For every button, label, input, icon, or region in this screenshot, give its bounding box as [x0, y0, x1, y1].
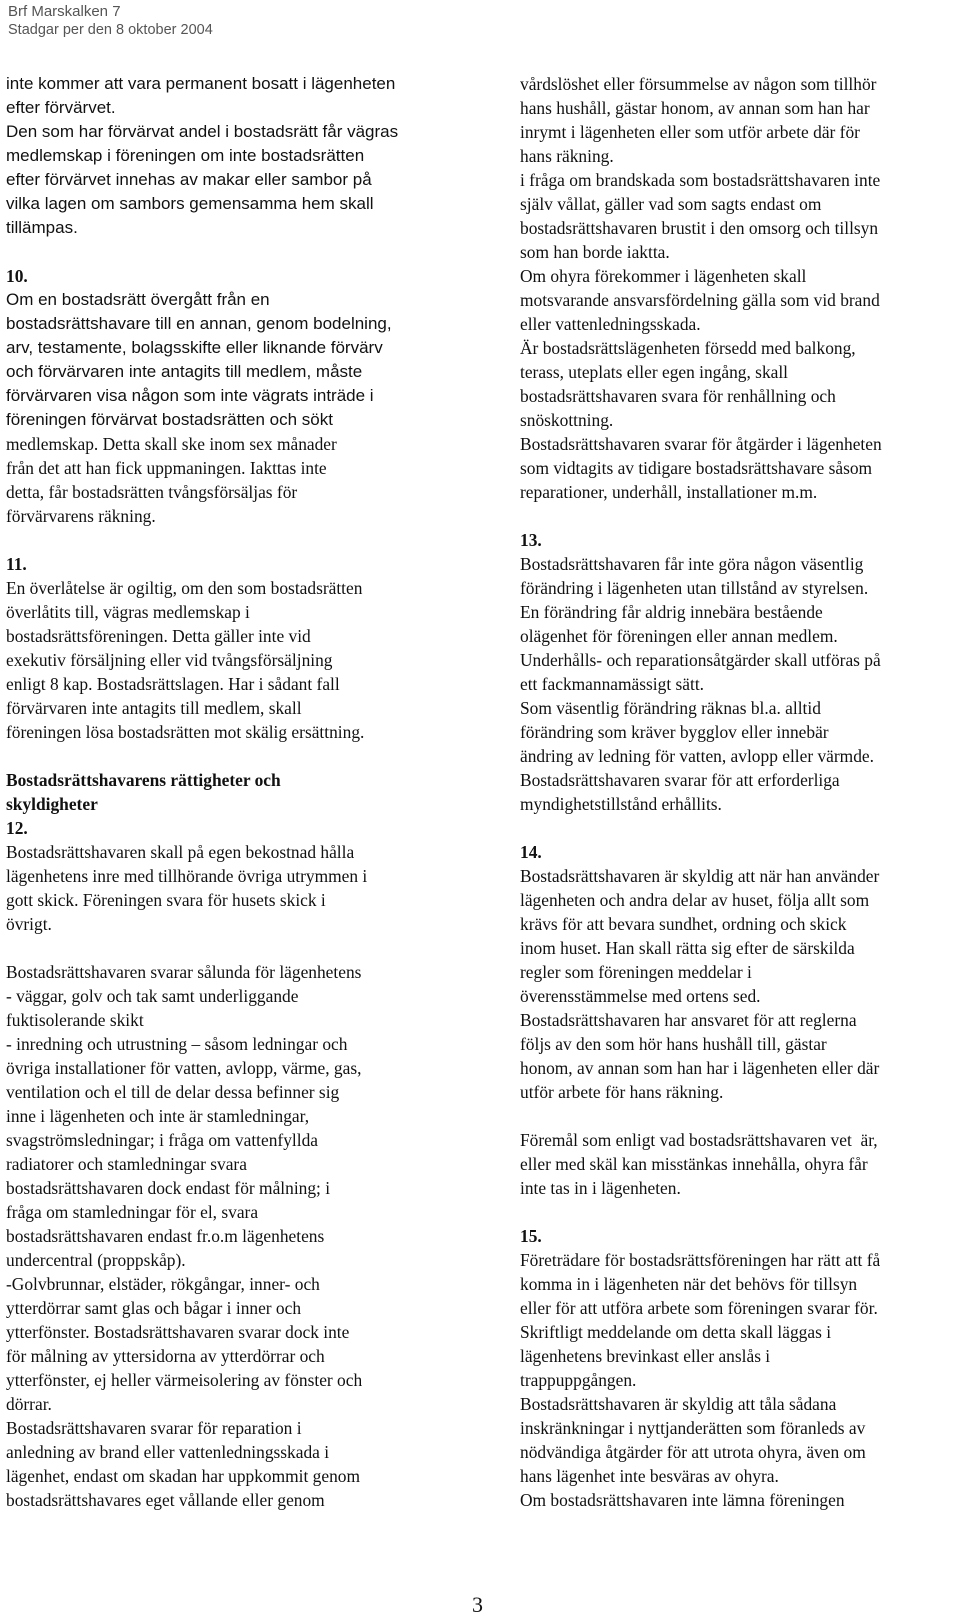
text-line: hans hushåll, gästar honom, av annan som han har: [520, 98, 870, 118]
spacer: [6, 936, 446, 960]
text-line: medlemskap. Detta skall ske inom sex månader: [6, 434, 337, 454]
spacer: [6, 744, 446, 768]
section-10-heading: 10.: [6, 266, 28, 286]
page-header: [8, 2, 213, 40]
section-10-paragraph-sans: [6, 288, 446, 432]
text-line: Bostadsrättshavaren har ansvaret för att reglerna: [520, 1010, 857, 1030]
text-line: nödvändiga åtgärder för att utrota ohyra, även om: [520, 1442, 866, 1462]
text-line: övrigt.: [6, 914, 52, 934]
text-line: vårdslöshet eller försummelse av någon som tillhör: [520, 74, 877, 94]
chapter-heading: [6, 768, 446, 816]
page-number: 3: [472, 1592, 483, 1617]
section-14-continued: [520, 1128, 950, 1200]
section-12-heading: 12.: [6, 818, 28, 838]
text-line: och förvärvaren inte antagits till medlem, måste: [6, 362, 363, 381]
text-line: förändring i lägenheten utan tillstånd av styrelsen.: [520, 578, 869, 598]
text-line: Som väsentlig förändring räknas bl.a. alltid: [520, 698, 821, 718]
text-line: förvärvaren visa någon som inte vägrats inträde i: [6, 386, 374, 405]
text-line: eller vattenledningsskada.: [520, 314, 701, 334]
section-11-heading: 11.: [6, 554, 27, 574]
section-14-paragraph: [520, 864, 950, 1104]
text-line: dörrar.: [6, 1394, 52, 1414]
spacer: [520, 816, 950, 840]
text-line: anledning av brand eller vattenledningsskada i: [6, 1442, 330, 1462]
text-line: ytterfönster. Bostadsrättshavaren svarar dock inte: [6, 1322, 350, 1342]
text-line: föreningen förvärvat bostadsrätten och sökt: [6, 410, 333, 429]
text-line: trappuppgången.: [520, 1370, 637, 1390]
text-line: följs av den som hör hans hushåll till, gästar: [520, 1034, 827, 1054]
text-line: inte tas in i lägenheten.: [520, 1178, 681, 1198]
text-line: Den som har förvärvat andel i bostadsrätt får vägras: [6, 122, 399, 141]
section-15-paragraph: [520, 1248, 950, 1512]
section-14-heading: 14.: [520, 842, 542, 862]
document-title: Brf Marskalken 7: [8, 3, 121, 20]
text-line: Bostadsrättshavaren är skyldig att tåla sådana: [520, 1394, 837, 1414]
text-line: snöskottning.: [520, 410, 614, 430]
text-line: bostadsrättshavaren brustit i den omsorg och tillsyn: [520, 218, 879, 238]
text-line: arv, testamente, bolagsskifte eller liknande förvärv: [6, 338, 383, 357]
text-line: Skriftligt meddelande om detta skall läggas i: [520, 1322, 832, 1342]
text-line: Bostadsrättshavaren skall på egen bekostnad hålla: [6, 842, 355, 862]
text-line: reparationer, underhåll, installationer m.m.: [520, 482, 818, 502]
text-line: efter förvärvet innehas av makar eller sambor på: [6, 170, 372, 189]
text-line: gott skick. Föreningen svara för husets skick i: [6, 890, 326, 910]
text-line: överlåtits till, vägras medlemskap i: [6, 602, 250, 622]
text-line: Bostadsrättshavaren svarar för åtgärder i lägenheten: [520, 434, 882, 454]
text-line: i fråga om brandskada som bostadsrättshavaren inte: [520, 170, 881, 190]
text-line: Företrädare för bostadsrättsföreningen har rätt att få: [520, 1250, 881, 1270]
text-line: Bostadsrättshavarens rättigheter och: [6, 770, 281, 790]
text-line: lägenhet, endast om skadan har uppkommit genom: [6, 1466, 361, 1486]
text-line: - inredning och utrustning – såsom ledningar och: [6, 1034, 348, 1054]
text-line: radiatorer och stamledningar svara: [6, 1154, 247, 1174]
text-line: fuktisolerande skikt: [6, 1010, 144, 1030]
text-line: tillämpas.: [6, 218, 78, 237]
section-13-paragraph: [520, 552, 950, 816]
spacer: [6, 528, 446, 552]
section-15-heading: 15.: [520, 1226, 542, 1246]
text-line: bostadsrättshavaren dock endast för målning; i: [6, 1178, 331, 1198]
text-line: Om ohyra förekommer i lägenheten skall: [520, 266, 807, 286]
spacer: [520, 1200, 950, 1224]
section-12-paragraph: [6, 840, 446, 936]
text-line: som vidtagits av tidigare bostadsrättshavare såsom: [520, 458, 873, 478]
text-line: terass, uteplats eller egen ingång, skall: [520, 362, 789, 382]
text-line: föreningen lösa bostadsrätten mot skälig ersättning.: [6, 722, 365, 742]
text-line: Bostadsrättshavaren svarar sålunda för lägenhetens: [6, 962, 362, 982]
text-line: myndighetstillstånd erhållits.: [520, 794, 722, 814]
text-line: komma in i lägenheten när det behövs för tillsyn: [520, 1274, 858, 1294]
text-line: inte kommer att vara permanent bosatt i lägenheten: [6, 74, 396, 93]
text-line: efter förvärvet.: [6, 98, 116, 117]
right-column: [520, 72, 950, 1512]
text-line: bostadsrättshavare till en annan, genom bodelning,: [6, 314, 392, 333]
text-line: Bostadsrättshavaren får inte göra någon väsentlig: [520, 554, 864, 574]
spacer: [520, 504, 950, 528]
text-line: eller med skäl kan misstänkas innehålla, ohyra får: [520, 1154, 868, 1174]
text-line: En förändring får aldrig innebära bestående: [520, 602, 823, 622]
text-line: undercentral (proppskåp).: [6, 1250, 186, 1270]
text-line: krävs för att bevara sundhet, ordning och skick: [520, 914, 847, 934]
text-line: regler som föreningen meddelar i: [520, 962, 752, 982]
spacer: [6, 240, 446, 264]
text-line: övriga installationer för vatten, avlopp, värme, gas,: [6, 1058, 362, 1078]
text-line: enligt 8 kap. Bostadsrättslagen. Har i sådant fall: [6, 674, 340, 694]
text-line: Underhålls- och reparationsåtgärder skall utföras på: [520, 650, 881, 670]
text-line: förvärvarens räkning.: [6, 506, 156, 526]
text-line: Är bostadsrättslägenheten försedd med balkong,: [520, 338, 856, 358]
text-line: inrymt i lägenheten eller som utför arbete där för: [520, 122, 860, 142]
left-column: [6, 72, 446, 1512]
text-line: hans räkning.: [520, 146, 614, 166]
text-line: från det att han fick uppmaningen. Iakttas inte: [6, 458, 327, 478]
text-line: själv vållat, gäller vad som sagts endast om: [520, 194, 822, 214]
text-line: inne i lägenheten och inte är stamledningar,: [6, 1106, 310, 1126]
text-line: Föremål som enligt vad bostadsrättshavaren vet är,: [520, 1130, 878, 1150]
section-10-paragraph: [6, 432, 446, 528]
text-line: eller för att utföra arbete som föreningen svarar för.: [520, 1298, 878, 1318]
text-line: bostadsrättsföreningen. Detta gäller inte vid: [6, 626, 311, 646]
section-13-heading: 13.: [520, 530, 542, 550]
right-intro-paragraph: [520, 72, 950, 504]
text-line: hans lägenhet inte besväras av ohyra.: [520, 1466, 779, 1486]
text-line: Bostadsrättshavaren svarar för reparation i: [6, 1418, 302, 1438]
text-line: lägenhetens brevinkast eller anslås i: [520, 1346, 771, 1366]
text-line: ändring av ledning för vatten, avlopp eller värmde.: [520, 746, 874, 766]
section-11-paragraph: [6, 576, 446, 744]
text-line: vilka lagen om sambors gemensamma hem skall: [6, 194, 374, 213]
text-line: fråga om stamledningar för el, svara: [6, 1202, 259, 1222]
text-line: honom, av annan som han har i lägenheten eller där: [520, 1058, 880, 1078]
text-line: -Golvbrunnar, elstäder, rökgångar, inner- och: [6, 1274, 320, 1294]
text-line: ventilation och el till de delar dessa befinner sig: [6, 1082, 340, 1102]
section-12-continued: [6, 960, 446, 1512]
left-intro-paragraph: [6, 72, 446, 240]
text-line: Om bostadsrättshavaren inte lämna föreningen: [520, 1490, 845, 1510]
text-line: bostadsrättshavaren endast fr.o.m lägenhetens: [6, 1226, 325, 1246]
document-subtitle: Stadgar per den 8 oktober 2004: [8, 22, 213, 38]
text-line: utför arbete för hans räkning.: [520, 1082, 724, 1102]
text-line: Bostadsrättshavaren svarar för att erforderliga: [520, 770, 840, 790]
text-line: förändring som kräver bygglov eller innebär: [520, 722, 829, 742]
text-line: ytterdörrar samt glas och bågar i inner och: [6, 1298, 302, 1318]
text-line: Om en bostadsrätt övergått från en: [6, 290, 270, 309]
text-line: skyldigheter: [6, 794, 98, 814]
text-line: ett fackmannamässigt sätt.: [520, 674, 704, 694]
text-line: medlemskap i föreningen om inte bostadsrätten: [6, 146, 365, 165]
spacer: [520, 1104, 950, 1128]
text-line: svagströmsledningar; i fråga om vattenfyllda: [6, 1130, 318, 1150]
text-line: förvärvaren inte antagits till medlem, skall: [6, 698, 302, 718]
text-line: ytterfönster, ej heller värmeisolering av fönster och: [6, 1370, 363, 1390]
text-line: inom huset. Han skall rätta sig efter de särskilda: [520, 938, 855, 958]
text-line: för målning av yttersidorna av ytterdörrar och: [6, 1346, 325, 1366]
text-line: bostadsrättshavares eget vållande eller genom: [6, 1490, 325, 1510]
text-line: inskränkningar i nyttjanderätten som föranleds av: [520, 1418, 866, 1438]
text-line: överensstämmelse med ortens sed.: [520, 986, 761, 1006]
text-line: lägenheten och andra delar av huset, följa allt som: [520, 890, 870, 910]
text-line: exekutiv försäljning eller vid tvångsförsäljning: [6, 650, 333, 670]
text-line: Bostadsrättshavaren är skyldig att när han använder: [520, 866, 880, 886]
text-line: som han borde iaktta.: [520, 242, 670, 262]
text-line: detta, får bostadsrätten tvångsförsäljas för: [6, 482, 298, 502]
text-line: lägenhetens inre med tillhörande övriga utrymmen i: [6, 866, 368, 886]
text-line: - väggar, golv och tak samt underliggande: [6, 986, 299, 1006]
text-line: bostadsrättshavaren svara för renhållning och: [520, 386, 836, 406]
text-line: olägenhet för föreningen eller annan medlem.: [520, 626, 838, 646]
text-line: En överlåtelse är ogiltig, om den som bostadsrätten: [6, 578, 363, 598]
text-line: motsvarande ansvarsfördelning gälla som vid brand: [520, 290, 880, 310]
